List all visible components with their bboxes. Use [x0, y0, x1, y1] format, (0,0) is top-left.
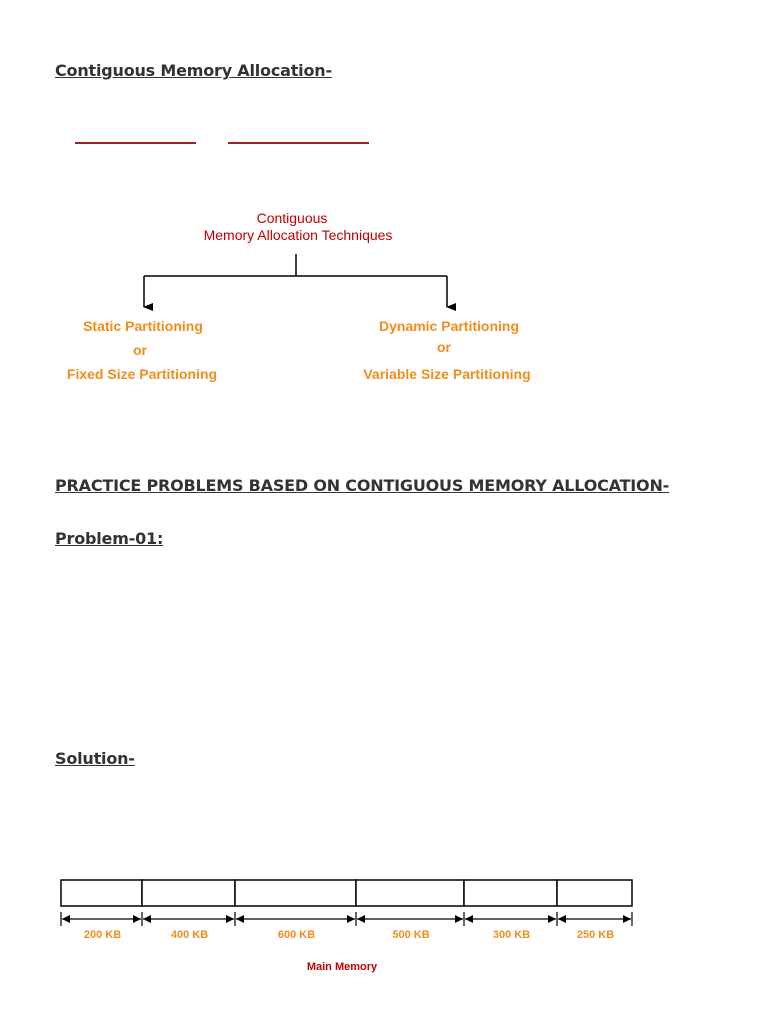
static-partitioning-label: Static Partitioning: [83, 318, 203, 334]
partition-size-label: 400 KB: [170, 929, 209, 941]
section-title: Contiguous Memory Allocation-: [55, 61, 332, 80]
main-memory-caption: Main Memory: [306, 961, 378, 973]
or-label-right: or: [437, 339, 451, 355]
memory-partition-block: [464, 880, 557, 906]
memory-partition-block: [142, 880, 235, 906]
partition-size-label: 300 KB: [492, 929, 531, 941]
partition-size-label: 200 KB: [83, 929, 122, 941]
fixed-size-partitioning-label: Fixed Size Partitioning: [66, 366, 218, 382]
partition-size-label: 600 KB: [277, 929, 316, 941]
partition-size-label: 250 KB: [576, 929, 615, 941]
practice-problems-heading: PRACTICE PROBLEMS BASED ON CONTIGUOUS MEMORY ALLOCATION-: [55, 476, 670, 495]
memory-partition-block: [557, 880, 632, 906]
memory-partition-block: [61, 880, 142, 906]
memory-partition-block: [356, 880, 464, 906]
problem-heading: Problem-01:: [55, 529, 164, 548]
memory-partition-block: [235, 880, 356, 906]
partition-size-label: 500 KB: [392, 929, 430, 941]
solution-heading: Solution-: [55, 749, 135, 768]
dynamic-partitioning-label: Dynamic Partitioning: [378, 318, 520, 334]
variable-size-partitioning-label: Variable Size Partitioning: [363, 366, 531, 382]
or-label-left: or: [133, 342, 147, 358]
tree-root-line2: Memory Allocation Techniques: [203, 227, 393, 243]
tree-root-line1: Contiguous: [256, 210, 328, 226]
